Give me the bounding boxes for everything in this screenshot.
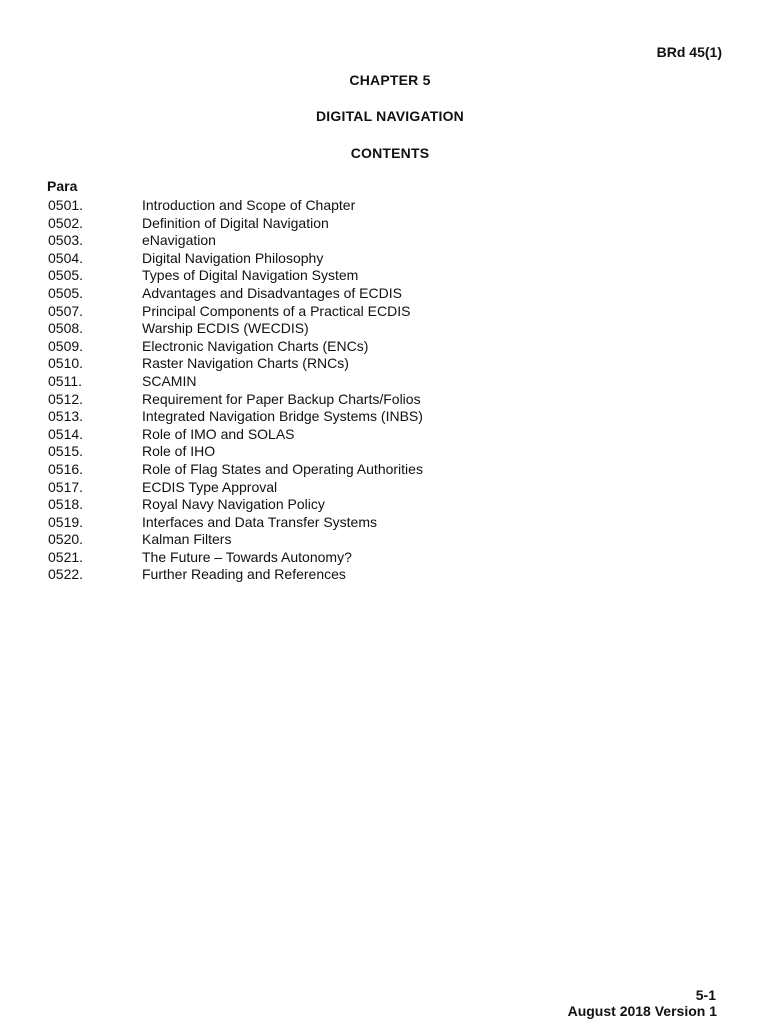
para-number: 0514. — [48, 425, 84, 442]
contents-entry — [47, 531, 517, 549]
contents-entry — [47, 391, 517, 409]
para-title: Warship ECDIS (WECDIS) — [142, 320, 309, 337]
para-title: Role of IHO — [142, 443, 216, 460]
contents-heading: CONTENTS — [350, 145, 430, 161]
para-number: 0505. — [48, 267, 84, 284]
para-number: 0508. — [48, 320, 84, 337]
contents-entry — [47, 232, 517, 250]
para-number: 0515. — [48, 443, 84, 460]
contents-entry — [47, 285, 517, 303]
page-number: 5-1 — [695, 987, 716, 1003]
contents-entry — [47, 443, 517, 461]
contents-entry — [47, 549, 517, 567]
para-number: 0513. — [48, 408, 84, 425]
contents-entry — [47, 250, 517, 268]
contents-entry — [47, 215, 517, 233]
para-number: 0501. — [48, 197, 84, 213]
contents-entry — [47, 479, 517, 497]
para-title: Further Reading and References — [142, 566, 346, 583]
para-title: Definition of Digital Navigation — [142, 214, 329, 231]
para-title: Role of Flag States and Operating Authorities — [142, 460, 423, 477]
para-number: 0510. — [48, 355, 84, 372]
contents-entry — [47, 461, 517, 479]
para-number: 0511. — [48, 372, 82, 389]
para-title: Principal Components of a Practical ECDIS — [142, 302, 411, 319]
para-number: 0507. — [48, 302, 84, 319]
para-number: 0505. — [48, 284, 84, 301]
chapter-heading: CHAPTER 5 — [349, 72, 431, 88]
para-number: 0509. — [48, 337, 84, 354]
contents-entry — [47, 267, 517, 285]
contents-entry — [47, 320, 517, 338]
para-title: Requirement for Paper Backup Charts/Folios — [142, 390, 421, 407]
contents-entry — [47, 514, 517, 532]
contents-entry — [47, 426, 517, 444]
para-title: Interfaces and Data Transfer Systems — [142, 513, 377, 530]
para-number: 0517. — [48, 478, 84, 495]
contents-entry — [47, 373, 517, 391]
para-title: ECDIS Type Approval — [142, 478, 278, 495]
contents-entry — [47, 197, 517, 215]
para-title: The Future – Towards Autonomy? — [142, 548, 352, 565]
contents-entry — [47, 408, 517, 426]
document-reference: BRd 45(1) — [656, 44, 722, 60]
para-number: 0520. — [48, 531, 84, 548]
para-number: 0512. — [48, 390, 84, 407]
para-number: 0519. — [48, 513, 84, 530]
para-column-header: Para — [47, 178, 78, 194]
para-title: Digital Navigation Philosophy — [142, 249, 324, 266]
para-number: 0522. — [48, 566, 84, 583]
para-title: Introduction and Scope of Chapter — [142, 197, 356, 213]
para-title: Advantages and Disadvantages of ECDIS — [142, 284, 402, 301]
contents-entry — [47, 355, 517, 373]
para-title: Types of Digital Navigation System — [142, 267, 359, 284]
para-number: 0502. — [48, 214, 84, 231]
contents-entry — [47, 566, 517, 584]
para-title: Kalman Filters — [142, 531, 232, 548]
para-title: Royal Navy Navigation Policy — [142, 496, 325, 513]
contents-entry — [47, 338, 517, 356]
para-number: 0518. — [48, 496, 84, 513]
para-title: Role of IMO and SOLAS — [142, 425, 295, 442]
para-title: Integrated Navigation Bridge Systems (INBS) — [142, 408, 423, 425]
para-title: Electronic Navigation Charts (ENCs) — [142, 337, 369, 354]
contents-entry — [47, 496, 517, 514]
para-title: eNavigation — [142, 232, 216, 249]
para-number: 0516. — [48, 460, 84, 477]
version-date: August 2018 Version 1 — [567, 1003, 717, 1019]
chapter-title: DIGITAL NAVIGATION — [315, 108, 464, 124]
para-title: SCAMIN — [142, 372, 197, 389]
para-number: 0503. — [48, 232, 84, 249]
para-number: 0504. — [48, 249, 84, 266]
contents-list — [47, 197, 517, 584]
para-title: Raster Navigation Charts (RNCs) — [142, 355, 349, 372]
para-number: 0521. — [48, 548, 84, 565]
contents-entry — [47, 303, 517, 321]
